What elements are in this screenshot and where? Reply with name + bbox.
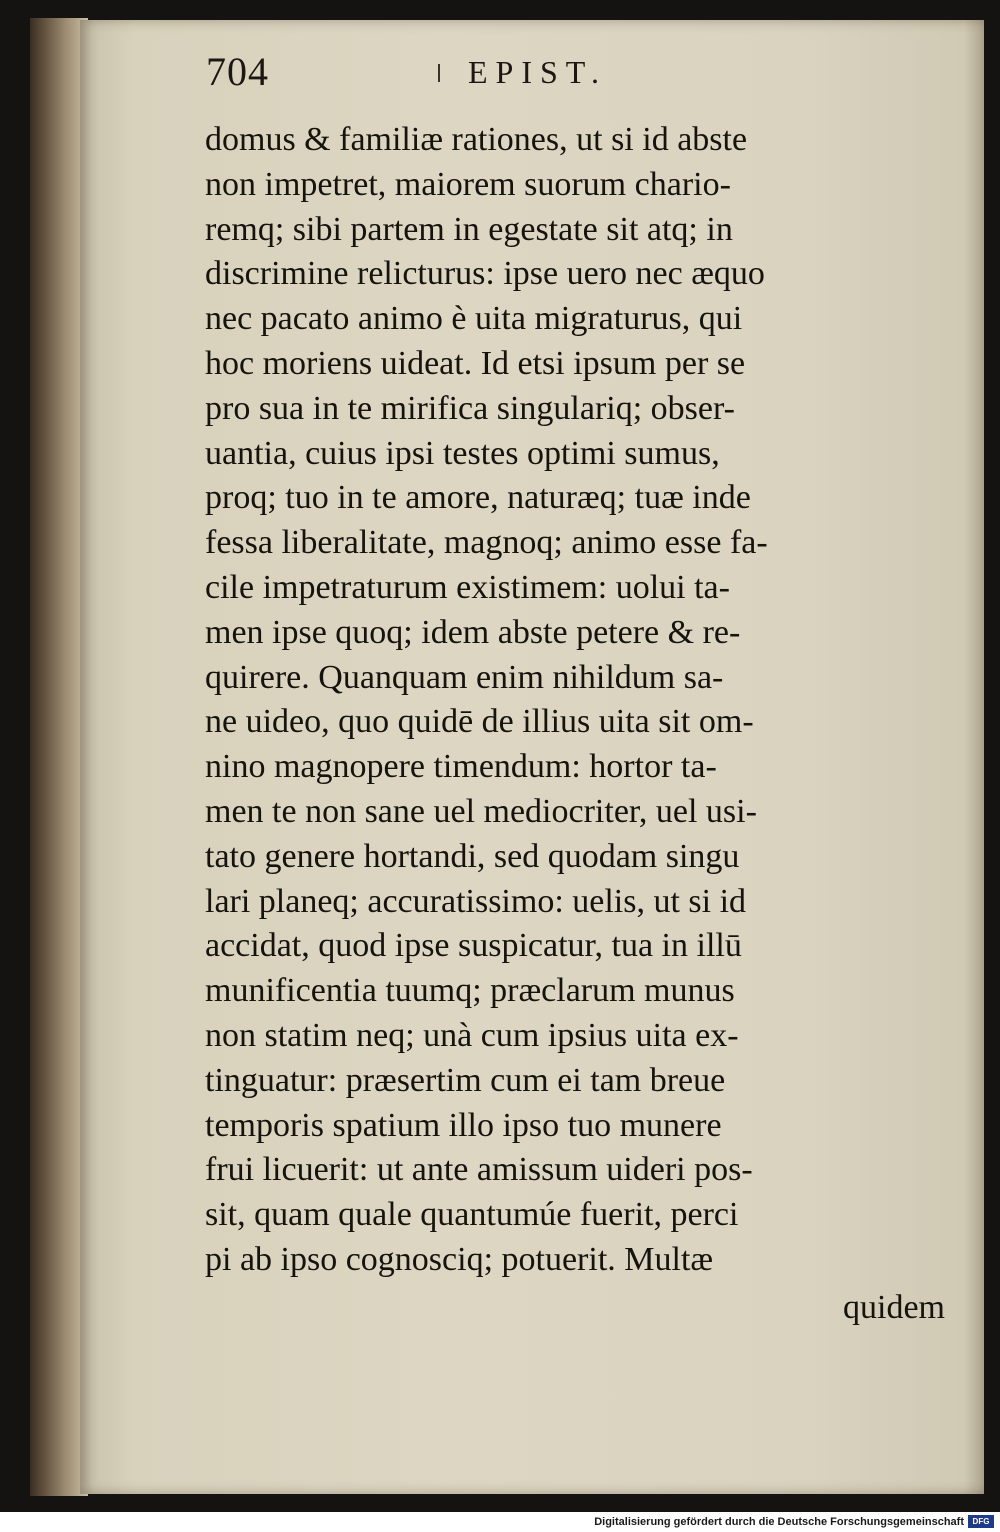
text-line: men ipse quoq; idem abste petere & re- <box>205 613 741 651</box>
running-title: EPIST. <box>468 54 607 90</box>
text-line: cile impetraturum existimem: uolui ta- <box>205 568 730 606</box>
text-line: non impetret, maiorem suorum chario- <box>205 165 731 203</box>
running-head-separator <box>438 64 440 82</box>
text-line: tinguatur: præsertim cum ei tam breue <box>205 1061 726 1099</box>
text-line: uantia, cuius ipsi testes optimi sumus, <box>205 434 720 472</box>
text-line: lari planeq; accuratissimo: uelis, ut si id <box>205 882 747 920</box>
text-line: nino magnopere timendum: hortor ta- <box>205 748 717 786</box>
page-curl-shadow <box>964 20 984 1494</box>
text-line: nec pacato animo è uita migraturus, qui <box>205 300 743 338</box>
text-line: domus & familiæ rationes, ut si id abste <box>205 121 748 158</box>
text-line: ne uideo, quo quidē de illius uita sit om- <box>205 703 754 741</box>
running-head <box>206 42 906 102</box>
text-line: quirere. Quanquam enim nihildum sa- <box>205 658 724 696</box>
text-line: sit, quam quale quantumúe fuerit, perci <box>205 1196 739 1234</box>
catchword: quidem <box>843 1289 945 1326</box>
text-line: non statim neq; unà cum ipsius uita ex- <box>205 1016 739 1054</box>
body-text <box>205 118 945 1283</box>
text-line: fessa liberalitate, magnoq; animo esse fa- <box>205 524 768 562</box>
text-line: accidat, quod ipse suspicatur, tua in illū <box>205 927 742 965</box>
page-number: 704 <box>206 49 269 94</box>
footer-bar <box>0 1512 1000 1532</box>
text-line: remq; sibi partem in egestate sit atq; in <box>205 210 733 248</box>
text-line: hoc moriens uideat. Id etsi ipsum per se <box>205 344 746 382</box>
text-line: tato genere hortandi, sed quodam singu <box>205 837 740 875</box>
text-line: men te non sane uel mediocriter, uel usi- <box>205 792 757 830</box>
text-line: pro sua in te mirifica singulariq; obser- <box>205 389 735 427</box>
text-line: discrimine relicturus: ipse uero nec æquo <box>205 255 765 293</box>
text-line: temporis spatium illo ipso tuo munere <box>205 1106 722 1144</box>
dfg-logo: DFG <box>968 1515 994 1528</box>
text-line: frui licuerit: ut ante amissum uideri pos- <box>205 1151 753 1189</box>
text-line: munificentia tuumq; præclarum munus <box>205 972 735 1010</box>
text-line: proq; tuo in te amore, naturæq; tuæ inde <box>205 479 751 517</box>
text-line: pi ab ipso cognosciq; potuerit. Multæ <box>205 1240 714 1278</box>
funding-credit: Digitalisierung gefördert durch die Deutsche Forschungsgemeinschaft <box>594 1516 964 1528</box>
